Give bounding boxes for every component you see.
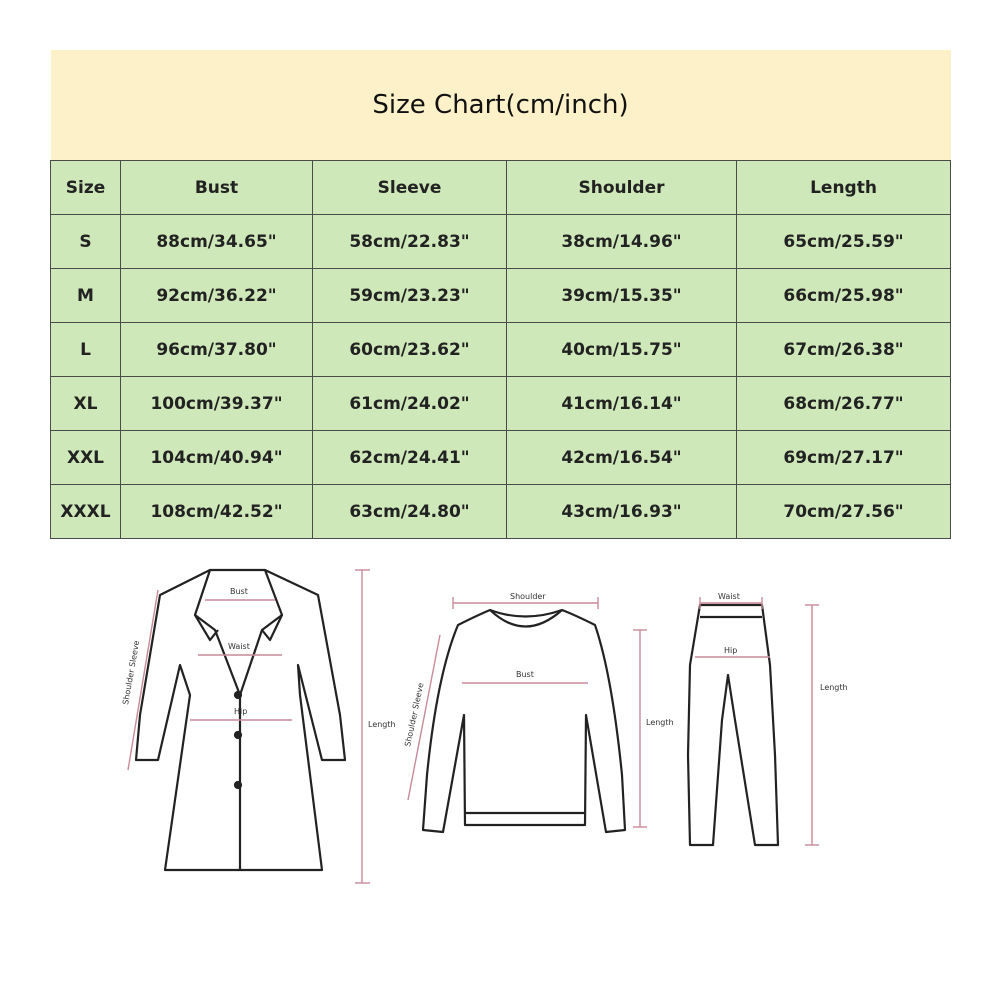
cell-length: 66cm/25.98" — [737, 269, 951, 323]
cell-bust: 96cm/37.80" — [121, 323, 313, 377]
coat-length-label: Length — [368, 720, 396, 729]
chart-title: Size Chart(cm/inch) — [51, 50, 951, 161]
sweater-shoulder-label: Shoulder — [510, 592, 546, 601]
column-header-length: Length — [737, 161, 951, 215]
pants-hip-label: Hip — [724, 646, 738, 655]
table-row — [51, 215, 951, 269]
cell-size: S — [51, 215, 121, 269]
cell-shoulder: 41cm/16.14" — [507, 377, 737, 431]
coat-bust-label: Bust — [230, 587, 248, 596]
sweater-shoulder-sleeve-label: Shoulder Sleeve — [403, 681, 426, 748]
cell-sleeve: 59cm/23.23" — [313, 269, 507, 323]
cell-length: 68cm/26.77" — [737, 377, 951, 431]
cell-sleeve: 60cm/23.62" — [313, 323, 507, 377]
cell-bust: 100cm/39.37" — [121, 377, 313, 431]
cell-sleeve: 58cm/22.83" — [313, 215, 507, 269]
table-row — [51, 377, 951, 431]
sweater-bust-label: Bust — [516, 670, 534, 679]
cell-size: XL — [51, 377, 121, 431]
cell-shoulder: 38cm/14.96" — [507, 215, 737, 269]
cell-shoulder: 43cm/16.93" — [507, 485, 737, 539]
cell-shoulder: 42cm/16.54" — [507, 431, 737, 485]
coat-waist-label: Waist — [228, 642, 250, 651]
cell-shoulder: 39cm/15.35" — [507, 269, 737, 323]
cell-bust: 108cm/42.52" — [121, 485, 313, 539]
cell-length: 70cm/27.56" — [737, 485, 951, 539]
coat-hip-label: Hip — [234, 707, 248, 716]
pants-illustration — [688, 605, 778, 845]
cell-size: L — [51, 323, 121, 377]
garment-diagrams-svg — [0, 555, 1000, 1000]
table-row — [51, 431, 951, 485]
garment-diagrams — [0, 555, 1000, 1000]
cell-bust: 104cm/40.94" — [121, 431, 313, 485]
header-row — [51, 161, 951, 215]
column-header-shoulder: Shoulder — [507, 161, 737, 215]
column-header-size: Size — [51, 161, 121, 215]
sweater-length-label: Length — [646, 718, 674, 727]
pants-waist-label: Waist — [718, 592, 740, 601]
cell-size: XXXL — [51, 485, 121, 539]
column-header-bust: Bust — [121, 161, 313, 215]
cell-size: M — [51, 269, 121, 323]
table-row — [51, 323, 951, 377]
table-row — [51, 485, 951, 539]
cell-sleeve: 61cm/24.02" — [313, 377, 507, 431]
pants-length-label: Length — [820, 683, 848, 692]
cell-shoulder: 40cm/15.75" — [507, 323, 737, 377]
cell-bust: 88cm/34.65" — [121, 215, 313, 269]
cell-length: 69cm/27.17" — [737, 431, 951, 485]
size-chart-table — [50, 50, 951, 539]
table-row — [51, 269, 951, 323]
cell-sleeve: 62cm/24.41" — [313, 431, 507, 485]
cell-sleeve: 63cm/24.80" — [313, 485, 507, 539]
cell-bust: 92cm/36.22" — [121, 269, 313, 323]
cell-size: XXL — [51, 431, 121, 485]
sweater-illustration — [423, 610, 625, 832]
cell-length: 67cm/26.38" — [737, 323, 951, 377]
cell-length: 65cm/25.59" — [737, 215, 951, 269]
coat-shoulder-sleeve-label: Shoulder Sleeve — [121, 639, 142, 706]
column-header-sleeve: Sleeve — [313, 161, 507, 215]
